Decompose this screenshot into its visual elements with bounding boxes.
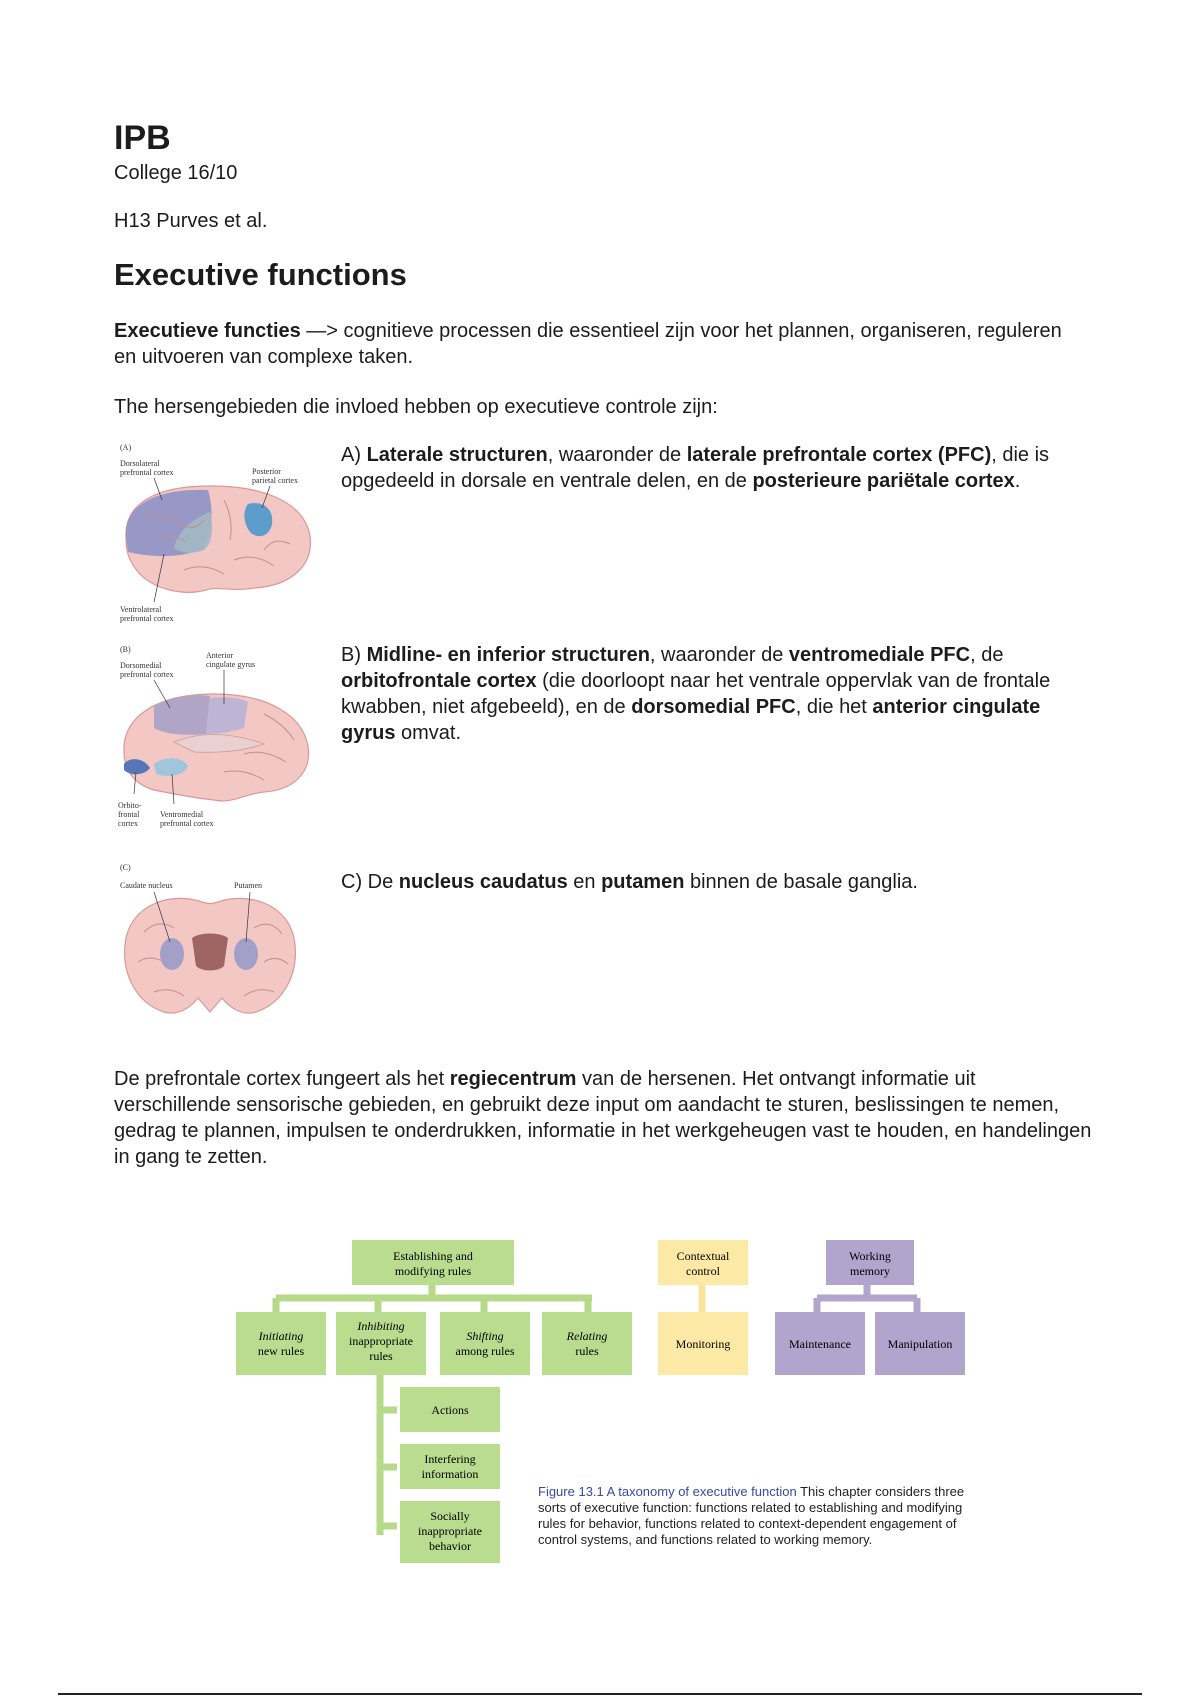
box-relating-rules — [542, 1312, 632, 1375]
item-a-bold-2: laterale prefrontale cortex (PFC) — [686, 444, 992, 466]
initiating-label-2: new rules — [257, 1344, 305, 1358]
actions-label: Actions — [431, 1403, 469, 1417]
medial-brain-figure — [114, 644, 324, 846]
intro-text: cognitieve processen die essentieel zijn voor het plannen, organiseren, reguleren en uitvoeren van complexe taken. — [114, 320, 1062, 368]
prefrontal-paragraph — [114, 1066, 1094, 1170]
item-b-bold-3: orbitofrontale cortex — [341, 670, 537, 692]
label-ofc-3: cortex — [118, 819, 138, 828]
brain-area-item-a — [341, 442, 1086, 494]
rules-label-2: modifying rules — [394, 1264, 472, 1278]
lateral-brain-figure — [114, 440, 324, 626]
item-b-bold-4: dorsomedial PFC — [631, 696, 796, 718]
initiating-label-1: Initiating — [258, 1329, 304, 1343]
box-manipulation — [875, 1312, 965, 1375]
item-a-bold-1: Laterale structuren — [366, 444, 548, 466]
intro-paragraph — [114, 318, 1084, 370]
inhibiting-label-1: Inhibiting — [357, 1319, 405, 1333]
box-actions — [400, 1387, 500, 1432]
contextual-label-2: control — [686, 1264, 720, 1278]
box-socially-inappropriate-behavior — [400, 1501, 500, 1563]
box-inhibiting-rules — [336, 1312, 426, 1375]
relating-label-2: rules — [575, 1344, 599, 1358]
relating-label-1: Relating — [566, 1329, 608, 1343]
inhibiting-label-2: inappropriate — [349, 1334, 413, 1348]
label-vmpfc-2: prefrontal cortex — [160, 819, 214, 828]
label-dlpfc-2: prefrontal cortex — [120, 468, 174, 477]
pfc-text-1: De prefrontale cortex fungeert als het — [114, 1068, 450, 1090]
monitoring-label: Monitoring — [675, 1337, 731, 1351]
item-b-text-2: , waaronder de — [649, 644, 789, 666]
item-a-text-2: , waaronder de — [547, 444, 687, 466]
label-ofc-2: frontal — [118, 810, 140, 819]
intro-arrow: —> — [300, 320, 344, 342]
item-a-text-1: A) — [341, 444, 367, 466]
item-b-bold-1: Midline- en inferior structuren — [366, 644, 650, 666]
chapter-reference: H13 Purves et al. — [114, 210, 268, 232]
pfc-bold-1: regiecentrum — [449, 1068, 577, 1090]
item-a-bold-3: posterieure pariëtale cortex — [752, 470, 1015, 492]
box-monitoring — [658, 1312, 748, 1375]
interfering-label-2: information — [421, 1467, 479, 1481]
pfc-text-2: van de hersenen. Het ontvangt informatie uit verschillende sensorische gebieden, en gebruikt deze input om aandacht te sturen, beslissingen te nemen, gedrag te plannen, impulsen te onderdrukken, informatie in het werkgeheugen vast te houden, en handelingen in gang te zetten. — [114, 1068, 1092, 1168]
page-bottom-rule — [58, 1693, 1142, 1695]
box-initiating-new-rules — [236, 1312, 326, 1375]
label-ofc-1: Orbito- — [118, 801, 142, 810]
brain-area-item-c — [341, 869, 1086, 895]
box-working-memory — [826, 1240, 914, 1285]
label-dmpfc-2: prefrontal cortex — [120, 670, 174, 679]
item-c-text-2: en — [567, 871, 602, 893]
label-caudate: Caudate nucleus — [120, 881, 173, 890]
manipulation-label: Manipulation — [887, 1337, 953, 1351]
item-b-bold-2: ventromediale PFC — [788, 644, 971, 666]
item-a-text-3: , die is opgedeeld in dorsale en ventrale delen, en de — [341, 444, 1050, 492]
figure-caption-label: Figure 13.1 A taxonomy of executive function — [538, 1484, 797, 1499]
intro-term: Executieve functies — [114, 320, 301, 342]
rules-label-1: Establishing and — [393, 1249, 473, 1263]
social-label-1: Socially — [430, 1509, 470, 1523]
coronal-brain-figure — [114, 862, 324, 1024]
item-a-text-4: . — [1014, 470, 1021, 492]
item-b-text-3: , de — [970, 644, 1004, 666]
interfering-label-1: Interfering — [424, 1452, 476, 1466]
social-label-2: inappropriate — [418, 1524, 482, 1538]
box-shifting-rules — [440, 1312, 530, 1375]
box-maintenance — [775, 1312, 865, 1375]
inhibiting-label-3: rules — [369, 1349, 393, 1363]
label-dlpfc-1: Dorsolateral — [120, 459, 160, 468]
label-vmpfc-1: Ventromedial — [160, 810, 204, 819]
shifting-label-2: among rules — [455, 1344, 515, 1358]
label-dmpfc-1: Dorsomedial — [120, 661, 162, 670]
social-label-3: behavior — [429, 1539, 471, 1553]
item-c-text-3: binnen de basale ganglia. — [684, 871, 918, 893]
document-title: IPB — [114, 119, 171, 157]
working-memory-label-2: memory — [850, 1264, 890, 1278]
item-c-text-1: C) De — [341, 871, 399, 893]
item-c-bold-1: nucleus caudatus — [398, 871, 568, 893]
item-b-text-6: omvat. — [395, 722, 462, 744]
panel-label-b: (B) — [120, 645, 131, 654]
label-vlpfc-1: Ventrolateral — [120, 605, 162, 614]
working-memory-label-1: Working — [849, 1249, 891, 1263]
label-ppc-2: parietal cortex — [252, 476, 298, 485]
item-b-text-1: B) — [341, 644, 367, 666]
box-contextual-control — [658, 1240, 748, 1285]
label-putamen: Putamen — [234, 881, 262, 890]
box-interfering-information — [400, 1444, 500, 1489]
maintenance-label: Maintenance — [789, 1337, 851, 1351]
item-b-text-4: (die doorloopt naar het ventrale oppervlak van de frontale kwabben, niet afgebeeld), en de — [341, 670, 1051, 718]
figure-caption — [538, 1484, 978, 1548]
panel-label-c: (C) — [120, 863, 131, 872]
shifting-label-1: Shifting — [466, 1329, 504, 1343]
figure-caption-text: This chapter considers three sorts of executive function: functions related to establishing and modifying rules for behavior, functions related to context-dependent engagement of control systems, and functions related to working memory. — [538, 1484, 965, 1547]
label-acg-1: Anterior — [206, 651, 234, 660]
label-ppc-1: Posterior — [252, 467, 281, 476]
item-b-text-5: , die het — [795, 696, 873, 718]
box-establishing-rules — [352, 1240, 514, 1285]
section-heading: Executive functions — [114, 257, 407, 292]
brain-areas-intro: The hersengebieden die invloed hebben op executieve controle zijn: — [114, 396, 718, 418]
panel-label-a: (A) — [120, 443, 132, 452]
item-c-bold-2: putamen — [601, 871, 685, 893]
lecture-date: College 16/10 — [114, 162, 238, 184]
label-vlpfc-2: prefrontal cortex — [120, 614, 174, 623]
contextual-label-1: Contextual — [676, 1249, 730, 1263]
brain-area-item-b — [341, 642, 1086, 746]
label-acg-2: cingulate gyrus — [206, 660, 256, 669]
item-b-bold-5: anterior cingulate gyrus — [341, 696, 1041, 744]
